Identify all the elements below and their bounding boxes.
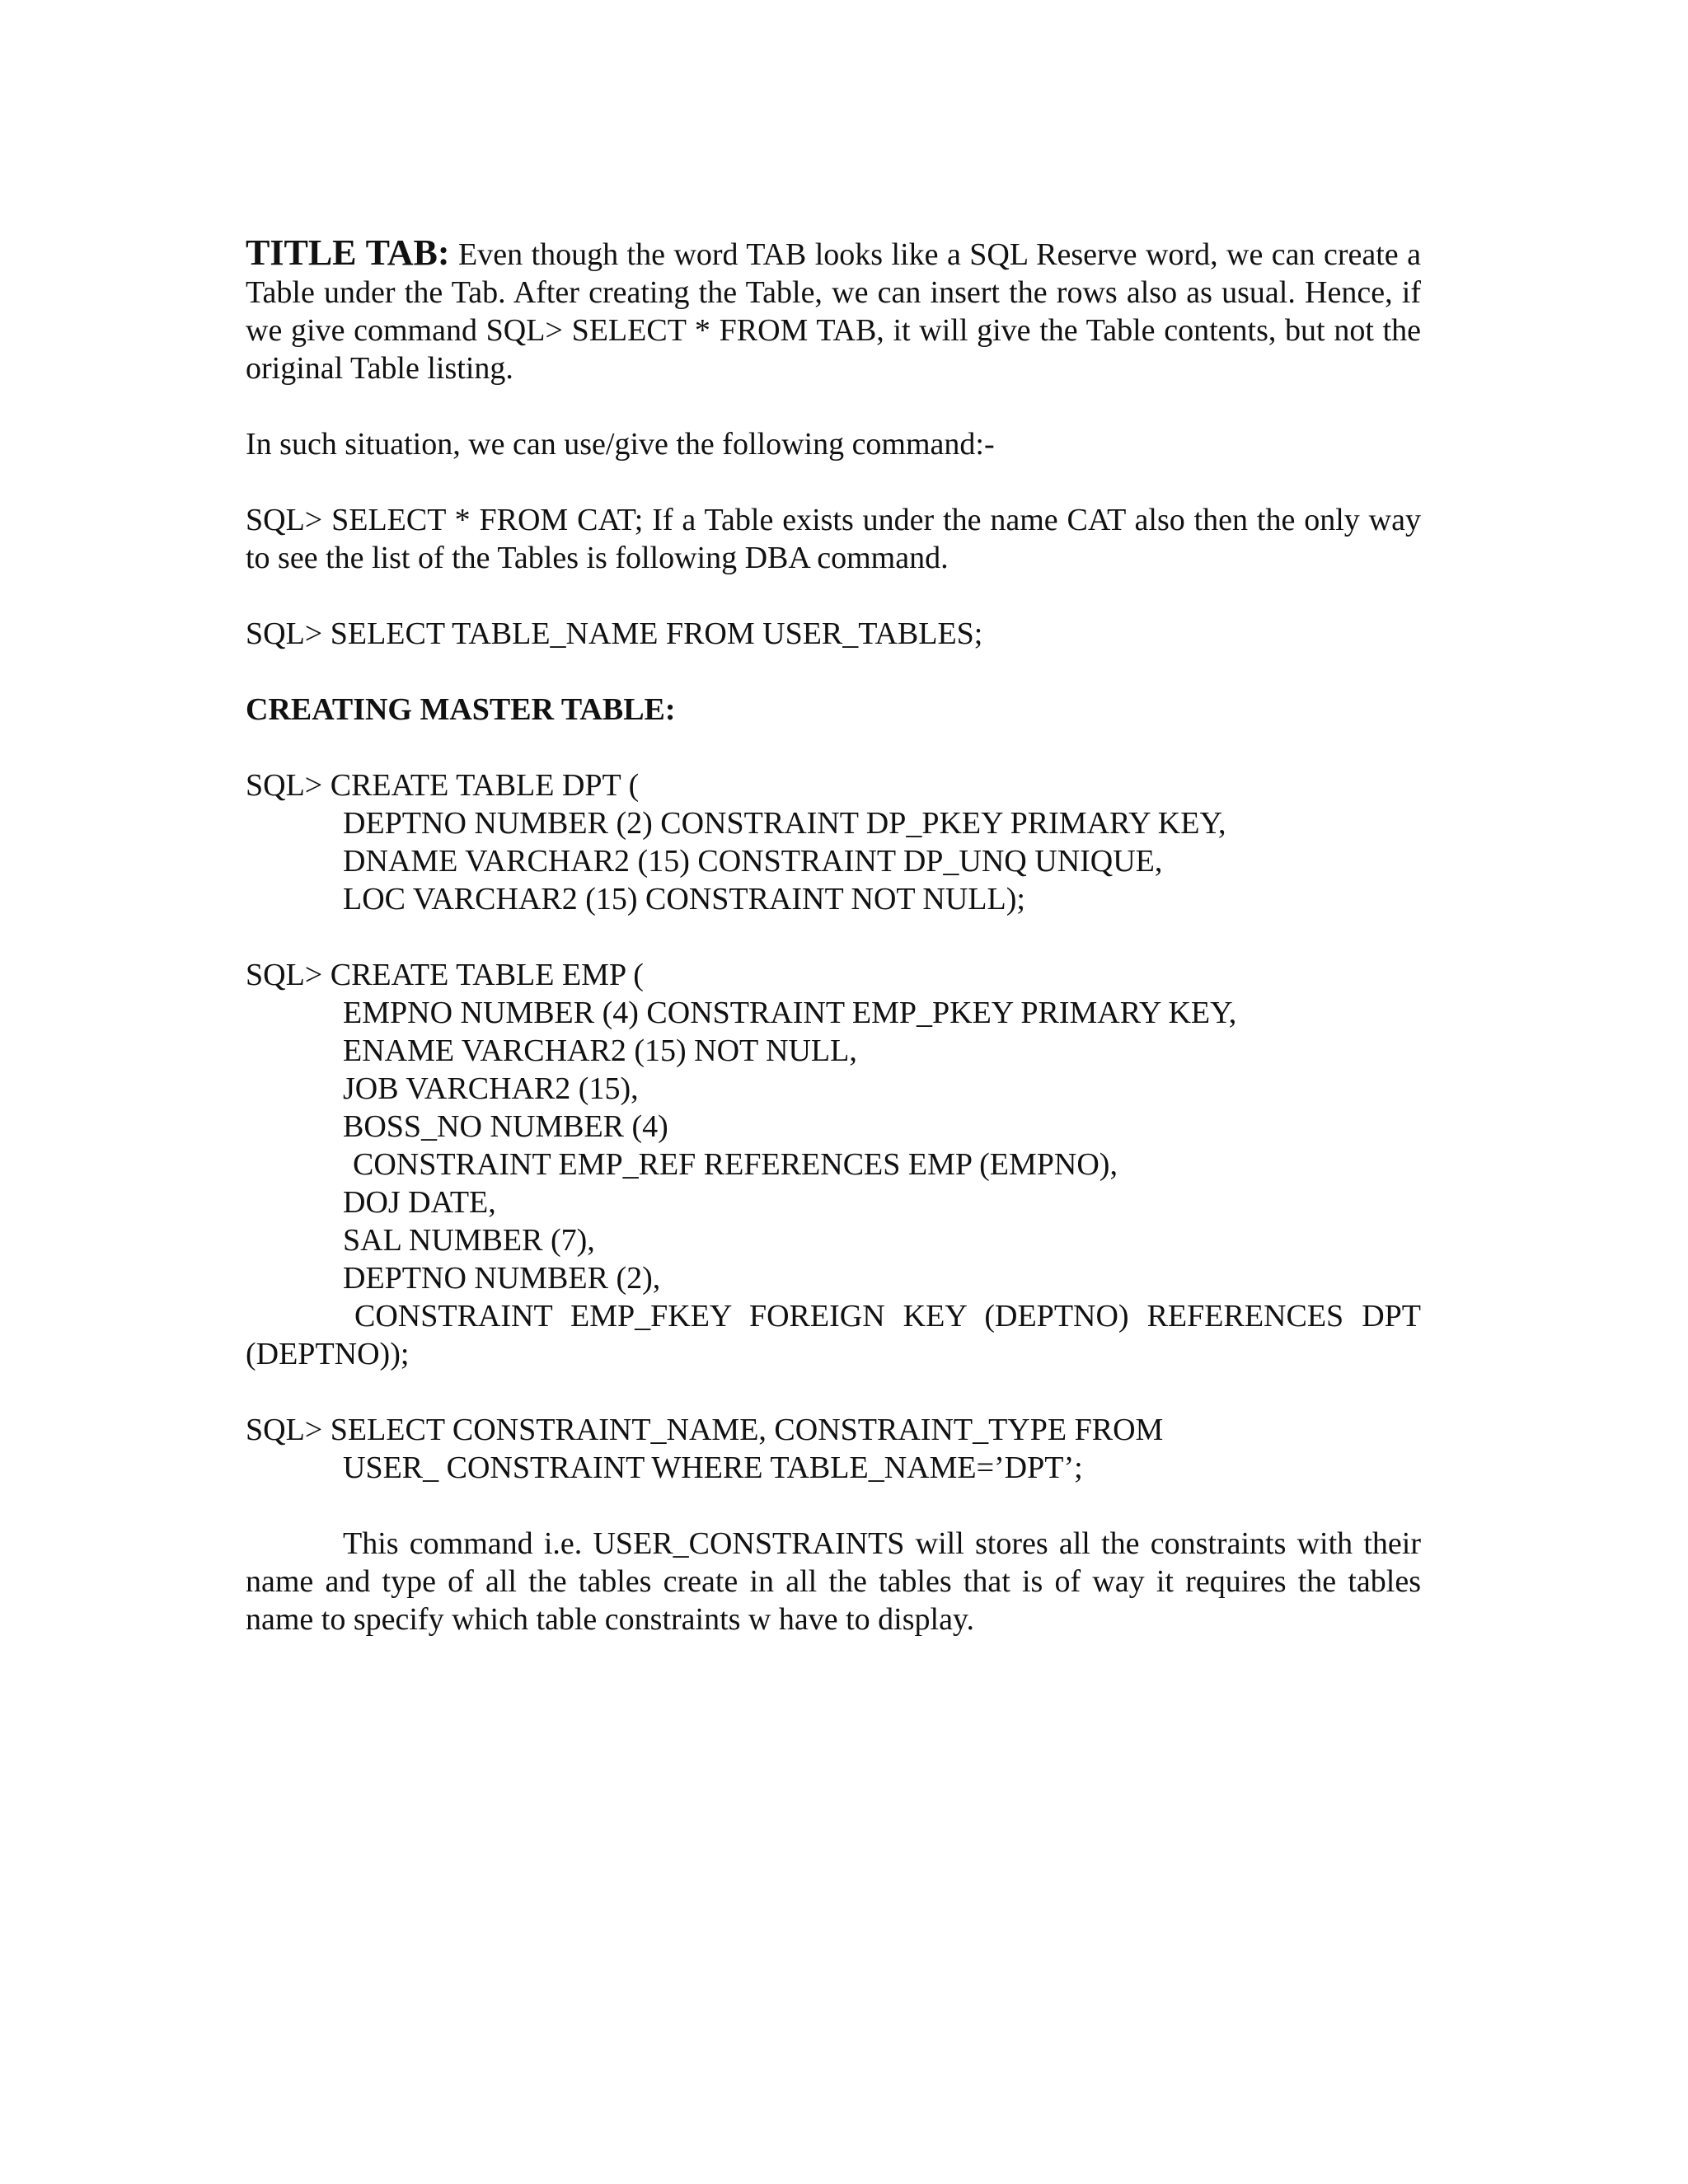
intro-paragraph: [246, 234, 1421, 387]
intro-text: Even though the word TAB looks like a SQL Reserve word, we can create a Table under the Tab. After creating the Table, we can insert the rows also as usual. Hence, if we give command SQL> SELECT * FROM TAB, it will give the Table contents, but not the original Table listing.: [246, 237, 1421, 386]
dpt-column-line: LOC VARCHAR2 (15) CONSTRAINT NOT NULL);: [343, 882, 1025, 916]
emp-column-line: DEPTNO NUMBER (2),: [343, 1261, 661, 1296]
emp-fkey-line: CONSTRAINT EMP_FKEY FOREIGN KEY (DEPTNO) REFERENCES DPT: [354, 1299, 1421, 1333]
create-emp-block: [246, 956, 1421, 1373]
create-emp-first-line: SQL> CREATE TABLE EMP (: [246, 958, 644, 992]
section-heading: CREATING MASTER TABLE:: [246, 692, 676, 727]
dpt-column-line: DEPTNO NUMBER (2) CONSTRAINT DP_PKEY PRIMARY KEY,: [343, 806, 1226, 841]
constraint-query-block: [246, 1411, 1421, 1487]
closing-paragraph: This command i.e. USER_CONSTRAINTS will stores all the constraints with their name and type of all the tables create in all the tables that is of way it requires the tables name to specify which table constraints w have to display.: [246, 1526, 1421, 1637]
situation-paragraph: In such situation, we can use/give the following command:-: [246, 427, 995, 462]
cat-command-paragraph: SQL> SELECT * FROM CAT; If a Table exists under the name CAT also then the only way to see the list of the Tables is following DBA command.: [246, 503, 1421, 575]
emp-column-line: EMPNO NUMBER (4) CONSTRAINT EMP_PKEY PRIMARY KEY,: [343, 996, 1237, 1030]
constraint-query-first-line: SQL> SELECT CONSTRAINT_NAME, CONSTRAINT_TYPE FROM: [246, 1413, 1164, 1447]
create-dpt-first-line: SQL> CREATE TABLE DPT (: [246, 768, 640, 803]
emp-column-line: JOB VARCHAR2 (15),: [343, 1071, 639, 1106]
emp-column-line: BOSS_NO NUMBER (4): [343, 1109, 668, 1144]
emp-last-line: (DEPTNO));: [246, 1337, 410, 1371]
emp-column-line: CONSTRAINT EMP_REF REFERENCES EMP (EMPNO),: [353, 1147, 1118, 1182]
constraint-query-second-line: USER_ CONSTRAINT WHERE TABLE_NAME=’DPT’;: [343, 1451, 1083, 1485]
document-page: [246, 234, 1421, 1676]
dpt-column-line: DNAME VARCHAR2 (15) CONSTRAINT DP_UNQ UNIQUE,: [343, 844, 1163, 879]
emp-column-line: DOJ DATE,: [343, 1185, 496, 1220]
emp-column-line: ENAME VARCHAR2 (15) NOT NULL,: [343, 1033, 857, 1068]
user-tables-command: SQL> SELECT TABLE_NAME FROM USER_TABLES;: [246, 616, 983, 651]
emp-column-line: SAL NUMBER (7),: [343, 1223, 595, 1258]
title-tab-label: TITLE TAB:: [246, 232, 450, 273]
create-dpt-block: [246, 766, 1421, 918]
